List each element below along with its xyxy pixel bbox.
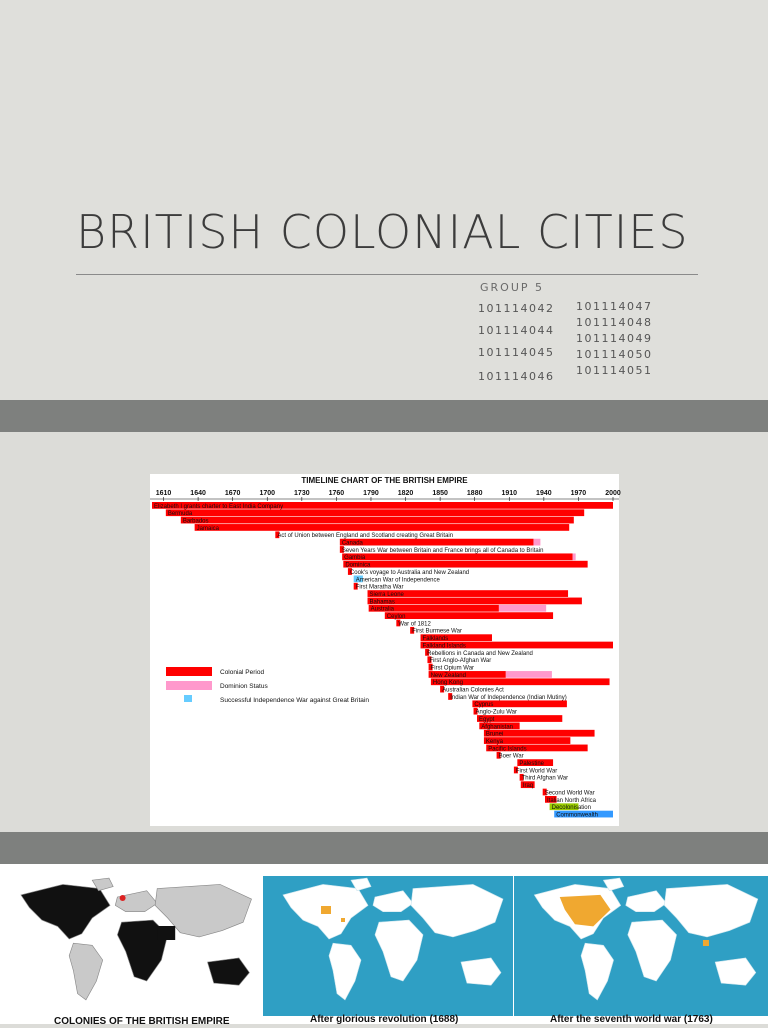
timeline-row-label: Commonwealth xyxy=(556,812,598,819)
timeline-row-label: Indian War of Independence (Indian Mutiny) xyxy=(450,694,567,701)
student-id: 101114046 xyxy=(478,370,555,383)
timeline-bar xyxy=(343,561,587,568)
timeline-row-label: Falkland Islands xyxy=(422,643,466,650)
student-id: 101114045 xyxy=(478,346,555,359)
timeline-row-label: Decolonisation xyxy=(551,805,591,812)
timeline-row-label: Anglo-Zulu War xyxy=(475,709,518,716)
timeline-row-label: Italian North Africa xyxy=(547,797,597,804)
map-caption-1: COLONIES OF THE BRITISH EMPIRE xyxy=(54,1016,230,1027)
group-label: GROUP 5 xyxy=(480,281,545,294)
tick-label: 1730 xyxy=(294,490,310,497)
timeline-row-label: Australian Colonies Act xyxy=(442,687,504,694)
timeline-row-label: Egypt xyxy=(479,716,495,723)
tick-label: 1940 xyxy=(536,490,552,497)
timeline-row-label: Hong Kong xyxy=(432,680,463,687)
timeline-bar xyxy=(342,553,572,560)
timeline-row-label: First World War xyxy=(515,768,558,775)
legend-label: Colonial Period xyxy=(220,669,265,676)
timeline-row-label: Cook's voyage to Australia and New Zealand xyxy=(349,569,470,576)
timeline-row-label: Australia xyxy=(370,606,395,613)
timeline-row-label: Gambia xyxy=(344,555,366,562)
timeline-bar xyxy=(340,539,534,546)
timeline-row-label: Brunei xyxy=(485,731,504,738)
student-id: 101114048 xyxy=(576,316,653,329)
timeline-row-label: First Opium War xyxy=(430,665,475,672)
timeline-row-label: Barbados xyxy=(182,518,209,525)
map-caption-3: After the seventh world war (1763) xyxy=(550,1014,713,1025)
slide-separator xyxy=(0,832,768,864)
timeline-row-label: Kenya xyxy=(485,738,503,745)
timeline-row-label: Boer War xyxy=(498,753,524,760)
dominion-bar xyxy=(573,553,576,560)
timeline-row-label: Afghanistan xyxy=(481,724,514,731)
timeline-row-label: Bermuda xyxy=(167,511,193,518)
timeline-row-label: Pacific Islands xyxy=(488,746,527,753)
timeline-bar xyxy=(195,524,570,531)
timeline-row-label: Cyprus xyxy=(474,702,494,709)
chart-title: TIMELINE CHART OF THE BRITISH EMPIRE xyxy=(301,476,468,485)
student-id: 101114047 xyxy=(576,300,653,313)
student-id: 101114050 xyxy=(576,348,653,361)
timeline-row-label: Rebellions in Canada and New Zealand xyxy=(427,650,533,657)
timeline-bar xyxy=(166,509,584,516)
timeline-bar xyxy=(181,517,574,524)
world-map xyxy=(0,876,262,1016)
title-divider xyxy=(76,274,698,275)
student-id: 101114042 xyxy=(478,302,555,315)
timeline-row-label: First Burmese War xyxy=(412,628,462,635)
timeline-row-label: Seven Years War between Britain and France brings all of Canada to Britain xyxy=(341,547,544,554)
timeline-row-label: Second World War xyxy=(544,790,595,797)
timeline-chart xyxy=(150,474,619,826)
legend-label: Dominion Status xyxy=(220,683,268,690)
legend-swatch xyxy=(166,667,212,676)
tick-label: 1760 xyxy=(328,490,345,497)
student-id: 101114044 xyxy=(478,324,555,337)
title-slide xyxy=(0,0,768,400)
colony-highlight xyxy=(703,940,709,946)
legend-swatch xyxy=(166,681,212,690)
dominion-bar xyxy=(506,671,552,678)
colony-highlight xyxy=(341,918,345,922)
world-map xyxy=(263,876,513,1016)
world-map xyxy=(514,876,768,1016)
student-id: 101114051 xyxy=(576,364,653,377)
slide-separator xyxy=(0,400,768,432)
timeline-row-label: First Maratha War xyxy=(355,584,404,591)
timeline-row-label: Act of Union between England and Scotland creating Great Britain xyxy=(277,533,454,540)
timeline-row-label: Canada xyxy=(341,540,363,547)
timeline-row-label: Third Afghan War xyxy=(521,775,569,782)
britain-marker xyxy=(120,895,126,901)
tick-label: 1970 xyxy=(570,490,587,497)
timeline-svg xyxy=(150,474,619,826)
tick-label: 1910 xyxy=(501,490,518,497)
timeline-row-label: New Zealand xyxy=(430,672,466,679)
tick-label: 1640 xyxy=(190,490,206,497)
legend-label: Successful Independence War against Great Britain xyxy=(220,697,369,704)
timeline-row-label: Ceylon xyxy=(386,614,406,620)
tick-label: 1790 xyxy=(363,490,379,497)
timeline-row-label: Dominica xyxy=(345,562,371,569)
timeline-row-label: Jamaica xyxy=(196,525,219,532)
timeline-bar xyxy=(385,612,553,619)
tick-label: 1670 xyxy=(224,490,241,497)
timeline-row-label: Palestine xyxy=(519,761,545,767)
timeline-row-label: War of 1812 xyxy=(398,621,431,628)
tick-label: 1610 xyxy=(155,490,172,497)
maps-svg xyxy=(0,876,768,1024)
tick-label: 1850 xyxy=(432,490,448,497)
map-caption-2: After glorious revolution (1688) xyxy=(310,1014,459,1025)
maps-row xyxy=(0,876,768,1024)
dominion-bar xyxy=(533,539,540,546)
timeline-row-label: American War of Independence xyxy=(355,577,440,584)
timeline-row-label: Elizabeth I grants charter to East India Company xyxy=(154,503,284,510)
tick-label: 2000 xyxy=(605,490,621,497)
colony-india xyxy=(157,926,175,940)
timeline-row-label: Iraq xyxy=(522,783,534,790)
legend-swatch xyxy=(184,695,192,702)
dominion-bar xyxy=(499,605,546,612)
timeline-bar xyxy=(368,598,582,605)
timeline-row-label: Sierra Leone xyxy=(369,591,404,598)
timeline-row-label: Falklands xyxy=(422,636,449,643)
tick-label: 1880 xyxy=(466,490,483,497)
colony-highlight xyxy=(321,906,331,914)
slide-title: BRITISH COLONIAL CITIES xyxy=(76,205,689,259)
tick-label: 1820 xyxy=(397,490,414,497)
student-id: 101114049 xyxy=(576,332,653,345)
timeline-row-label: First Anglo-Afghan War xyxy=(429,658,492,665)
timeline-row-label: Bahamas xyxy=(369,599,395,606)
tick-label: 1700 xyxy=(259,490,276,497)
